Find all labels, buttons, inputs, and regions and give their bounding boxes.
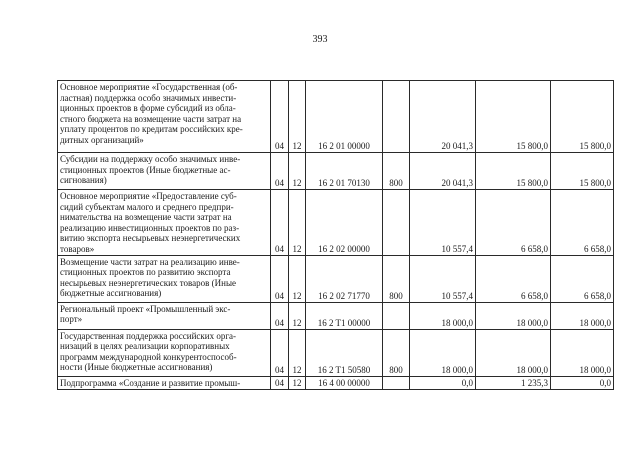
row-name-line: ности (Иные бюджетные ассигнования) (60, 362, 213, 373)
subsection-code-cell: 12 (289, 376, 306, 389)
section-code-cell: 04 (271, 190, 289, 256)
subsection-code-cell: 12 (289, 153, 306, 190)
expense-type-cell: 800 (383, 329, 410, 376)
amount-3-cell: 15 800,0 (551, 153, 614, 190)
section-code-cell: 04 (271, 81, 289, 153)
expense-type-cell (383, 302, 410, 329)
section-code-cell: 04 (271, 255, 289, 302)
expense-type-cell (383, 190, 410, 256)
amount-1-cell: 10 557,4 (410, 255, 476, 302)
row-name-line: Основное мероприятие «Предоставление суб- (60, 191, 237, 201)
target-article-cell: 16 2 02 71770 (306, 255, 383, 302)
row-name-cell (58, 302, 271, 329)
subsection-code-cell: 12 (289, 255, 306, 302)
row-name-line: Субсидии на поддержку особо значимых инве- (60, 154, 241, 164)
row-name-line: порт» (60, 314, 83, 325)
amount-2-cell: 18 000,0 (476, 302, 551, 329)
expense-type-cell: 800 (383, 255, 410, 302)
target-article-cell: 16 2 01 70130 (306, 153, 383, 190)
row-name-line: Подпрограмма «Создание и развитие промыш- (60, 377, 241, 388)
row-name-line: ластная) поддержка особо значимых инвести- (60, 92, 237, 103)
budget-table (57, 80, 614, 390)
subsection-code-cell: 12 (289, 190, 306, 256)
amount-3-cell: 6 658,0 (551, 190, 614, 256)
row-name-line: сигнования) (60, 175, 107, 186)
amount-1-cell: 0,0 (410, 376, 476, 389)
expense-type-cell: 800 (383, 153, 410, 190)
expense-type-cell (383, 81, 410, 153)
amount-3-cell: 0,0 (551, 376, 614, 389)
amount-2-cell: 6 658,0 (476, 190, 551, 256)
row-name-line: низаций в целях реализации корпоративных (60, 341, 230, 352)
section-code-cell: 04 (271, 329, 289, 376)
amount-1-cell: 18 000,0 (410, 302, 476, 329)
subsection-code-cell: 12 (289, 81, 306, 153)
row-name-line: сидий субъектам малого и среднего предпри- (60, 201, 234, 212)
row-name-line: дитных организаций» (60, 134, 144, 145)
amount-3-cell: 15 800,0 (551, 81, 614, 153)
row-name-line: программ международной конкурентоспособ- (60, 351, 237, 362)
row-name-line: несырьевых неэнергетических товаров (Иные (60, 277, 236, 288)
table-row (58, 376, 614, 389)
row-name-cell (58, 376, 271, 389)
target-article-cell: 16 2 02 00000 (306, 190, 383, 256)
table-row (58, 190, 614, 256)
row-name-cell (58, 190, 271, 256)
amount-2-cell: 6 658,0 (476, 255, 551, 302)
row-name-line: Возмещение части затрат на реализацию инве- (60, 256, 240, 267)
row-name-cell (58, 81, 271, 153)
table-row (58, 302, 614, 329)
row-name-cell (58, 153, 271, 190)
page-number: 393 (312, 34, 328, 45)
amount-1-cell: 10 557,4 (410, 190, 476, 256)
amount-1-cell: 20 041,3 (410, 153, 476, 190)
row-name-line: ционных проектов в форме субсидий из обла- (60, 103, 236, 114)
section-code-cell: 04 (271, 153, 289, 190)
row-name-line: реализацию инвестиционных проектов по раз- (60, 222, 240, 233)
amount-2-cell: 1 235,3 (476, 376, 551, 389)
budget-table-body (58, 81, 614, 390)
amount-2-cell: 18 000,0 (476, 329, 551, 376)
target-article-cell: 16 2 T1 00000 (306, 302, 383, 329)
target-article-cell: 16 2 01 00000 (306, 81, 383, 153)
expense-type-cell (383, 376, 410, 389)
row-name-cell (58, 255, 271, 302)
subsection-code-cell: 12 (289, 302, 306, 329)
amount-1-cell: 20 041,3 (410, 81, 476, 153)
table-row (58, 153, 614, 190)
amount-1-cell: 18 000,0 (410, 329, 476, 376)
row-name-line: стного бюджета на возмещение части затрат на (60, 113, 242, 124)
row-name-line: Региональный проект «Промышленный экс- (60, 303, 231, 314)
row-name-line: витию экспорта несырьевых неэнергетических (60, 233, 241, 244)
amount-2-cell: 15 800,0 (476, 153, 551, 190)
amount-3-cell: 18 000,0 (551, 302, 614, 329)
row-name-line: товаров» (60, 243, 95, 254)
row-name-line: стиционных проектов по развитию экспорта (60, 267, 231, 278)
row-name-line: Основное мероприятие «Государственная (об- (60, 82, 238, 92)
row-name-line: бюджетные ассигнования) (60, 288, 162, 299)
row-name-line: нимательства на возмещение части затрат на (60, 212, 232, 223)
section-code-cell: 04 (271, 376, 289, 389)
section-code-cell: 04 (271, 302, 289, 329)
amount-3-cell: 6 658,0 (551, 255, 614, 302)
row-name-line: Государственная поддержка российских орга- (60, 330, 237, 341)
row-name-line: стиционных проектов (Иные бюджетные ас- (60, 164, 231, 175)
row-name-cell (58, 329, 271, 376)
subsection-code-cell: 12 (289, 329, 306, 376)
table-row (58, 255, 614, 302)
table-row (58, 329, 614, 376)
row-name-line: уплату процентов по кредитам российских кре- (60, 124, 243, 135)
amount-3-cell: 18 000,0 (551, 329, 614, 376)
amount-2-cell: 15 800,0 (476, 81, 551, 153)
target-article-cell: 16 4 00 00000 (306, 376, 383, 389)
target-article-cell: 16 2 T1 50580 (306, 329, 383, 376)
table-row (58, 81, 614, 153)
